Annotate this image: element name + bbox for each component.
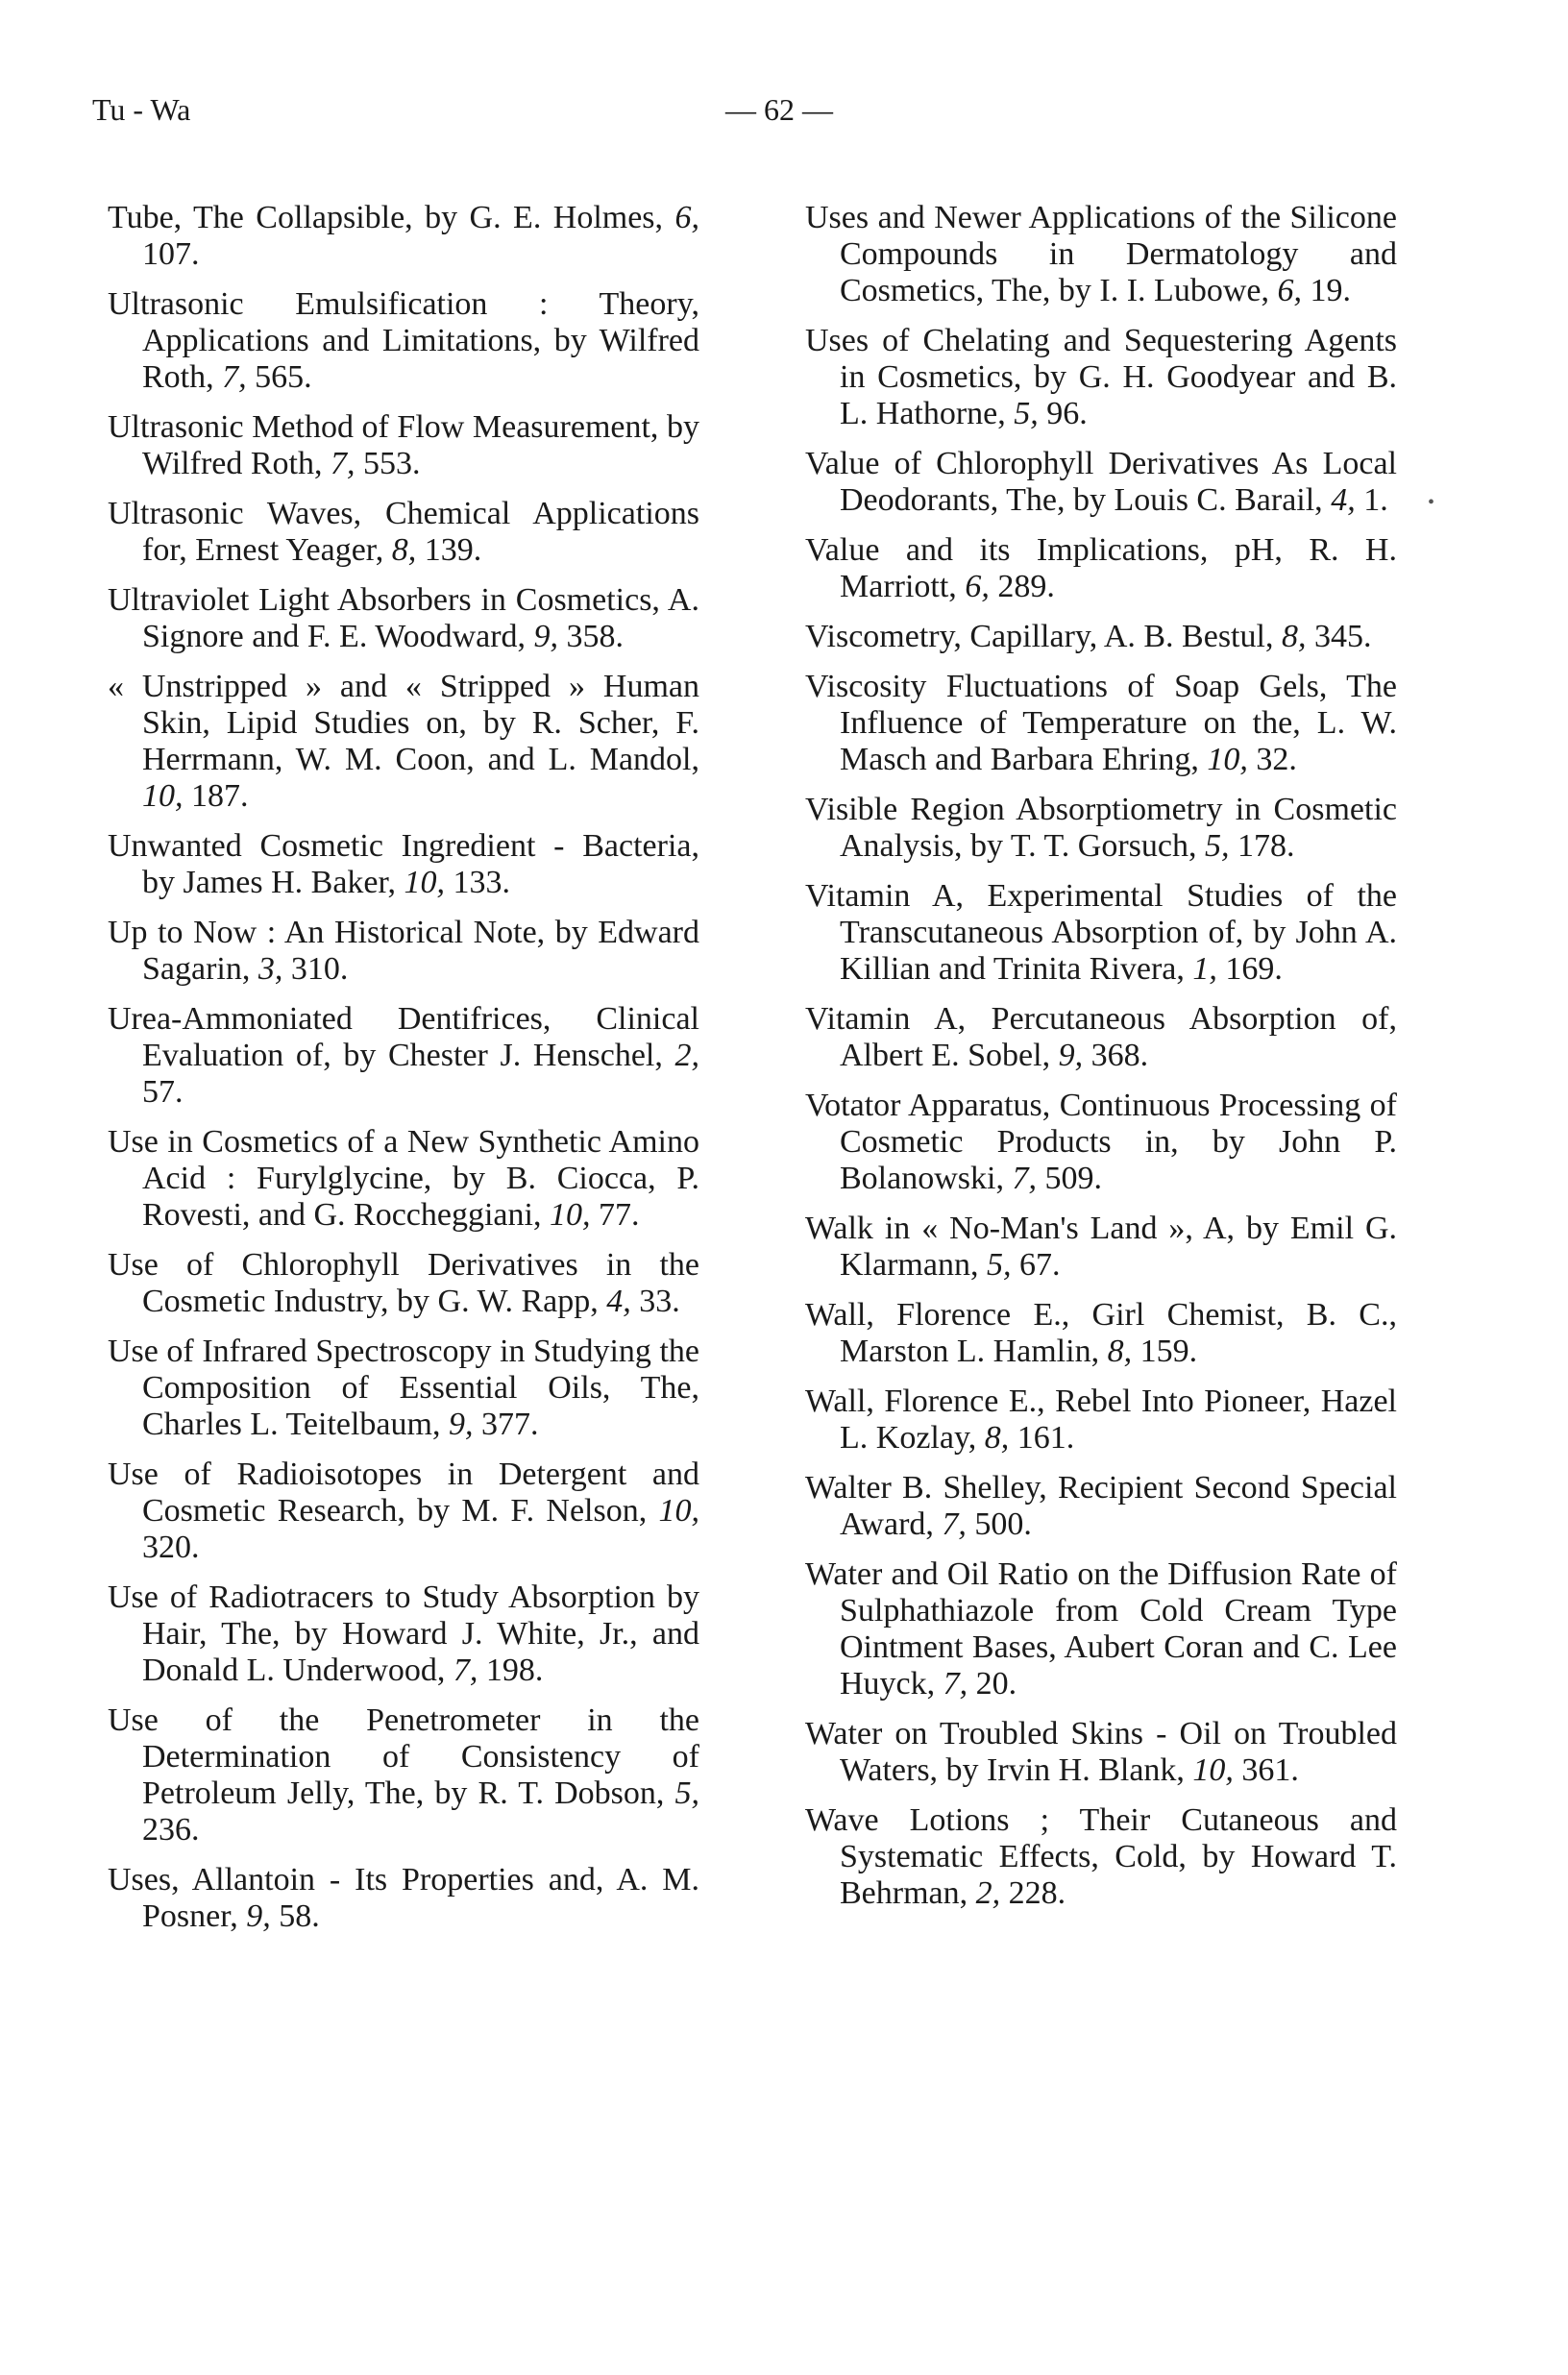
entry-volume: 7,	[942, 1506, 967, 1542]
entry-volume: 7,	[453, 1653, 478, 1688]
entry-volume: 6,	[965, 569, 990, 604]
entry-volume: 3,	[257, 951, 283, 987]
entry-page: 169.	[1216, 951, 1283, 987]
entry-page: 377.	[473, 1407, 539, 1442]
entry-volume: 6,	[1277, 273, 1302, 308]
entry-title: Uses, Allantoin - Its Properties and, A. M. Posner,	[108, 1862, 699, 1934]
entry-volume: 8,	[1107, 1334, 1133, 1369]
entry-page: 361.	[1233, 1752, 1299, 1788]
entry-page: 58.	[270, 1898, 320, 1934]
entry-title: Use of Radioisotopes in Detergent and Cosmetic Research, by M. F. Nelson,	[108, 1457, 699, 1529]
index-entry	[108, 582, 699, 655]
entry-volume: 7,	[222, 359, 247, 395]
entry-page: 32.	[1247, 742, 1297, 777]
entry-page: 289.	[989, 569, 1055, 604]
index-entry	[805, 792, 1397, 865]
entry-title: Ultrasonic Method of Flow Measurement, by Wilfred Roth,	[108, 409, 699, 481]
entry-title: Vitamin A, Percutaneous Absorption of, Albert E. Sobel,	[805, 1001, 1397, 1073]
index-entry	[108, 1457, 699, 1566]
entry-page: 133.	[444, 865, 510, 900]
index-entry	[108, 1001, 699, 1111]
index-entry	[805, 1001, 1397, 1074]
entry-volume: 2,	[674, 1038, 699, 1073]
index-entry	[805, 1088, 1397, 1197]
index-entry	[805, 619, 1397, 655]
entry-page: 198.	[478, 1653, 544, 1688]
entry-page: 310.	[282, 951, 349, 987]
entry-page: 565.	[246, 359, 312, 395]
entry-page: 33.	[630, 1284, 680, 1319]
index-entry	[108, 1247, 699, 1320]
entry-title: Walk in « No-Man's Land », A, by Emil G. Klarmann,	[805, 1211, 1397, 1283]
index-entry	[805, 1802, 1397, 1912]
index-entry	[108, 286, 699, 396]
entry-title: Ultrasonic Emulsification : Theory, Applications and Limitations, by Wilfred Roth,	[108, 286, 699, 395]
entry-page: 1.	[1355, 482, 1388, 518]
entry-volume: 2,	[975, 1875, 1001, 1911]
entry-page: 178.	[1229, 828, 1295, 864]
entry-title: Unwanted Cosmetic Ingredient - Bacteria, by James H. Baker,	[108, 828, 699, 900]
entry-volume: 7,	[943, 1666, 968, 1702]
index-entry	[805, 532, 1397, 605]
index-entry	[108, 669, 699, 815]
entry-volume: 5,	[986, 1247, 1012, 1283]
entry-title: Votator Apparatus, Continuous Processing of Cosmetic Products in, by John P. Bolanowski,	[805, 1088, 1397, 1196]
entry-page: 57.	[142, 1074, 184, 1110]
entry-page: 509.	[1036, 1161, 1102, 1196]
index-entry	[805, 1556, 1397, 1702]
entry-page: 159.	[1132, 1334, 1198, 1369]
index-entry	[108, 1334, 699, 1443]
entry-page: 67.	[1011, 1247, 1061, 1283]
entry-page: 368.	[1083, 1038, 1149, 1073]
entry-page: 228.	[1000, 1875, 1066, 1911]
entry-title: Use in Cosmetics of a New Synthetic Amino Acid : Furylglycine, by B. Ciocca, P. Rovesti, and G. Roccheggiani,	[108, 1124, 699, 1233]
page-header	[92, 92, 1466, 140]
entry-volume: 8,	[1281, 619, 1307, 654]
entry-title: Uses and Newer Applications of the Silicone Compounds in Dermatology and Cosmetics, The, by I. I. Lubowe,	[805, 200, 1397, 308]
index-entry	[805, 1383, 1397, 1457]
right-column	[805, 200, 1397, 1925]
entry-title: Wall, Florence E., Girl Chemist, B. C., Marston L. Hamlin,	[805, 1297, 1397, 1369]
index-entry	[108, 1124, 699, 1234]
entry-title: Urea-Ammoniated Dentifrices, Clinical Evaluation of, by Chester J. Henschel,	[108, 1001, 699, 1073]
entry-volume: 5,	[1014, 396, 1039, 431]
index-entry	[108, 1702, 699, 1849]
entry-title: Walter B. Shelley, Recipient Second Special Award,	[805, 1470, 1397, 1542]
entry-volume: 9,	[1058, 1038, 1084, 1073]
entry-page: 96.	[1038, 396, 1088, 431]
index-entry	[805, 1716, 1397, 1789]
index-entry	[108, 1579, 699, 1689]
entry-title: Ultraviolet Light Absorbers in Cosmetics, A. Signore and F. E. Woodward,	[108, 582, 699, 654]
index-entry	[108, 409, 699, 482]
index-entry	[108, 496, 699, 569]
entry-page: 19.	[1301, 273, 1351, 308]
index-entry	[805, 446, 1397, 519]
entry-title: Tube, The Collapsible, by G. E. Holmes,	[108, 200, 675, 235]
entry-volume: 10,	[142, 778, 184, 814]
entry-volume: 10,	[549, 1197, 591, 1233]
entry-page: 345.	[1306, 619, 1372, 654]
entry-volume: 9,	[448, 1407, 474, 1442]
entry-volume: 9,	[533, 619, 559, 654]
entry-page: 107.	[142, 236, 200, 272]
entry-page: 187.	[183, 778, 249, 814]
entry-title: Use of the Penetrometer in the Determination of Consistency of Petroleum Jelly, The, by R. T. Dobson,	[108, 1702, 699, 1811]
entry-title: Water on Troubled Skins - Oil on Troubled Waters, by Irvin H. Blank,	[805, 1716, 1397, 1788]
entry-title: Value and its Implications, pH, R. H. Marriott,	[805, 532, 1397, 604]
entry-page: 320.	[142, 1530, 200, 1565]
entry-title: Ultrasonic Waves, Chemical Applications for, Ernest Yeager,	[108, 496, 699, 568]
entry-title: Wave Lotions ; Their Cutaneous and Systematic Effects, Cold, by Howard T. Behrman,	[805, 1802, 1397, 1911]
entry-volume: 6,	[674, 200, 699, 235]
entry-volume: 8,	[391, 532, 417, 568]
margin-mark-icon: •	[1428, 492, 1435, 513]
entry-page: 20.	[968, 1666, 1017, 1702]
index-entry	[108, 915, 699, 988]
entry-title: Value of Chlorophyll Derivatives As Local Deodorants, The, by Louis C. Barail,	[805, 446, 1397, 518]
entry-title: Wall, Florence E., Rebel Into Pioneer, Hazel L. Kozlay,	[805, 1383, 1397, 1456]
entry-volume: 1,	[1192, 951, 1217, 987]
entry-title: Use of Radiotracers to Study Absorption by Hair, The, by Howard J. White, Jr., and Donald L. Underwood,	[108, 1579, 699, 1688]
entry-volume: 10,	[404, 865, 445, 900]
index-entry	[805, 323, 1397, 432]
index-entry	[805, 669, 1397, 778]
index-entry	[805, 1211, 1397, 1284]
index-entry	[108, 828, 699, 901]
entry-volume: 4,	[606, 1284, 631, 1319]
entry-volume: 7,	[1012, 1161, 1037, 1196]
index-entry	[108, 1862, 699, 1935]
entry-volume: 8,	[984, 1420, 1010, 1456]
entry-volume: 5,	[1204, 828, 1230, 864]
entry-volume: 9,	[246, 1898, 271, 1934]
entry-title: Visible Region Absorptiometry in Cosmetic Analysis, by T. T. Gorsuch,	[805, 792, 1397, 864]
entry-page: 77.	[590, 1197, 640, 1233]
entry-title: Use of Infrared Spectroscopy in Studying the Composition of Essential Oils, The, Charles L. Teitelbaum,	[108, 1334, 699, 1442]
entry-volume: 7,	[330, 446, 355, 481]
entry-title: « Unstripped » and « Stripped » Human Skin, Lipid Studies on, by R. Scher, F. Herrmann, W. M. Coon, and L. Mandol,	[108, 669, 699, 777]
entry-title: Uses of Chelating and Sequestering Agents in Cosmetics, by G. H. Goodyear and B. L. Hathorne,	[805, 323, 1397, 431]
entry-title: Viscosity Fluctuations of Soap Gels, The Influence of Temperature on the, L. W. Masch and Barbara Ehring,	[805, 669, 1397, 777]
index-entry	[108, 200, 699, 273]
entry-volume: 5,	[674, 1775, 699, 1811]
entry-page: 553.	[355, 446, 421, 481]
entry-page: 139.	[416, 532, 482, 568]
running-head: Tu - Wa	[92, 92, 191, 127]
index-entry	[805, 878, 1397, 988]
index-entry	[805, 1297, 1397, 1370]
entry-title: Viscometry, Capillary, A. B. Bestul,	[805, 619, 1282, 654]
entry-volume: 10,	[658, 1493, 699, 1529]
entry-title: Vitamin A, Experimental Studies of the Transcutaneous Absorption of, by John A. Killian and Trinita Rivera,	[805, 878, 1397, 987]
entry-page: 236.	[142, 1812, 200, 1848]
entry-page: 500.	[966, 1506, 1032, 1542]
entry-volume: 10,	[1192, 1752, 1234, 1788]
entry-page: 358.	[558, 619, 625, 654]
entry-volume: 10,	[1207, 742, 1248, 777]
entry-title: Use of Chlorophyll Derivatives in the Cosmetic Industry, by G. W. Rapp,	[108, 1247, 699, 1319]
index-entry	[805, 200, 1397, 309]
left-column	[108, 200, 699, 1948]
entry-title: Up to Now : An Historical Note, by Edward Sagarin,	[108, 915, 699, 987]
entry-volume: 4,	[1331, 482, 1356, 518]
index-entry	[805, 1470, 1397, 1543]
entry-title: Water and Oil Ratio on the Diffusion Rate of Sulphathiazole from Cold Cream Type Ointment Bases, Aubert Coran and C. Lee Huyck,	[805, 1556, 1397, 1702]
page-number: — 62 —	[725, 92, 833, 127]
entry-page: 161.	[1009, 1420, 1075, 1456]
